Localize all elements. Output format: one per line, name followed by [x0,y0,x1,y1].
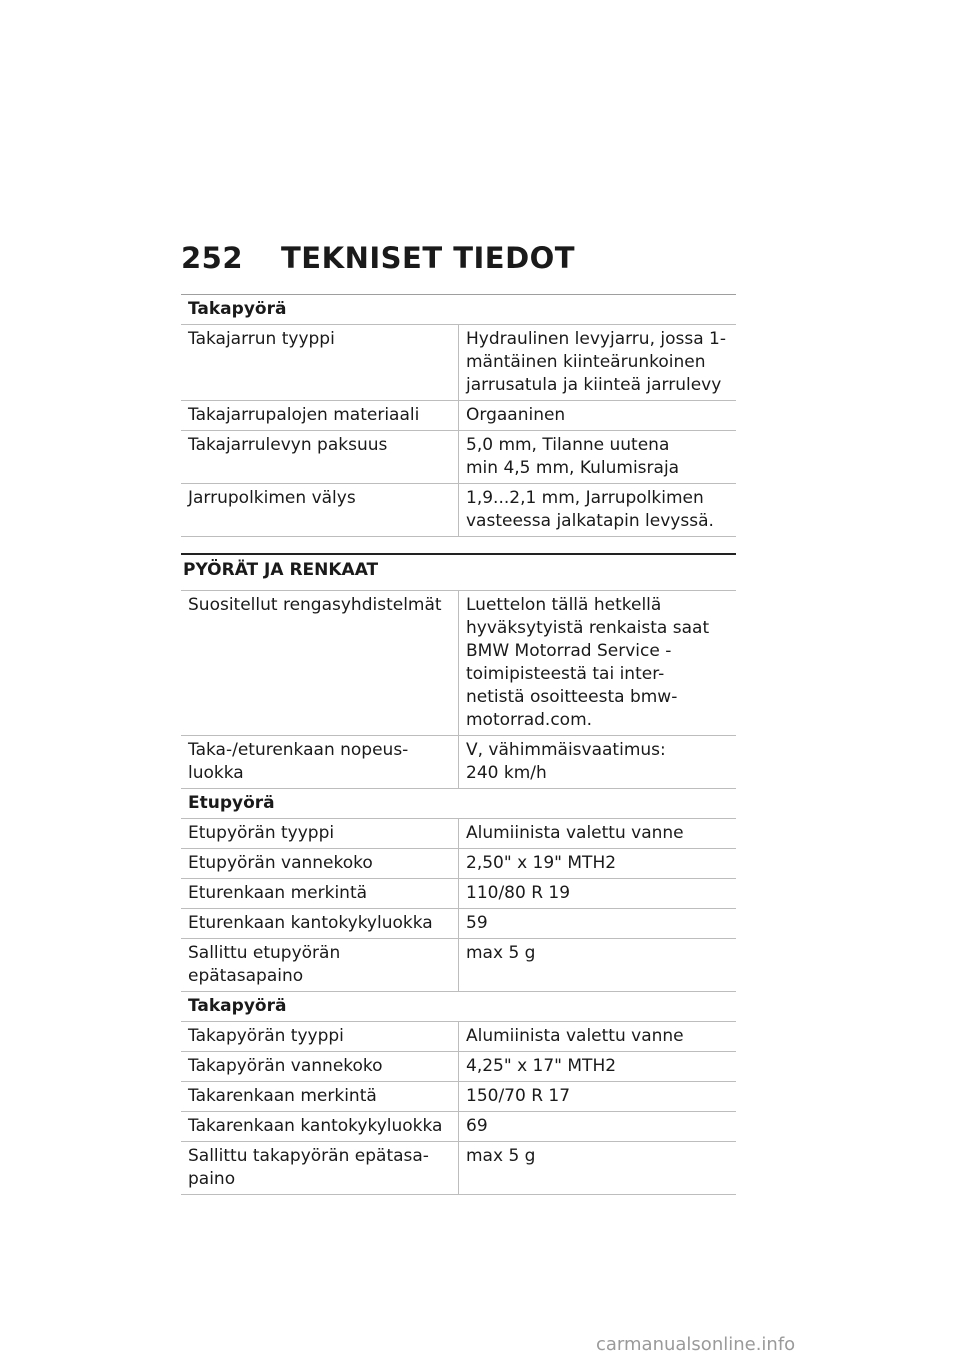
table-row [181,849,736,879]
table-row [181,879,736,909]
spec-name: Takajarrun tyyppi [181,325,459,401]
spec-name: Suositellut rengasyhdistelmät [181,591,459,736]
table-row [181,1082,736,1112]
spec-value: 110/80 R 19 [459,879,737,909]
spec-name: Takajarrupalojen materiaali [181,401,459,431]
table-row [181,736,736,789]
spec-name: Takarenkaan kantokykyluokka [181,1112,459,1142]
group-row [181,295,736,325]
table-row [181,1142,736,1195]
spec-value: 1,9...2,1 mm, Jarrupolkimen vasteessa jalkatapin levyssä. [459,484,737,537]
table-row [181,431,736,484]
table-row [181,484,736,537]
section-title: PYÖRÄT JA RENKAAT [181,553,736,591]
spec-name: Eturenkaan kantokykyluokka [181,909,459,939]
spec-value: Hydraulinen levyjarru, jossa 1- mäntäinen kiinteärunkoinen jarrusatula ja kiinteä jarrulevy [459,325,737,401]
group-row [181,789,736,819]
spec-value: Luettelon tällä hetkellä hyväksytyistä renkaista saat BMW Motorrad Service - toimipisteestä tai inter- netistä osoitteesta bmw- motorrad.com. [459,591,737,736]
wheels-tyres-table [181,591,736,1195]
spec-value: V, vähimmäisvaatimus: 240 km/h [459,736,737,789]
spec-value: 69 [459,1112,737,1142]
spec-name: Taka-/eturenkaan nopeus- luokka [181,736,459,789]
spec-name: Takarenkaan merkintä [181,1082,459,1112]
table-row [181,909,736,939]
spec-value: max 5 g [459,939,737,992]
rear-brake-table [181,294,736,537]
page-title: TEKNISET TIEDOT [281,241,576,275]
table-row [181,939,736,992]
table-row [181,1052,736,1082]
table-row [181,819,736,849]
table-row [181,325,736,401]
spec-value: Orgaaninen [459,401,737,431]
spec-value: 2,50" x 19" MTH2 [459,849,737,879]
table-row [181,1022,736,1052]
spec-value: max 5 g [459,1142,737,1195]
spec-value: 4,25" x 17" MTH2 [459,1052,737,1082]
spec-name: Takajarrulevyn paksuus [181,431,459,484]
spec-value: 150/70 R 17 [459,1082,737,1112]
spec-value: Alumiinista valettu vanne [459,1022,737,1052]
spec-name: Etupyörän vannekoko [181,849,459,879]
table-row [181,401,736,431]
page-number: 252 [181,241,244,275]
spec-name: Takapyörän tyyppi [181,1022,459,1052]
watermark: carmanualsonline.info [596,1334,796,1355]
table-row [181,1112,736,1142]
group-label: Takapyörä [181,295,736,325]
spec-value: Alumiinista valettu vanne [459,819,737,849]
page-header [181,241,575,275]
spec-name: Etupyörän tyyppi [181,819,459,849]
spec-name: Eturenkaan merkintä [181,879,459,909]
spec-name: Sallittu takapyörän epätasa- paino [181,1142,459,1195]
spec-name: Sallittu etupyörän epätasapaino [181,939,459,992]
table-row [181,591,736,736]
group-row [181,992,736,1022]
spec-name: Takapyörän vannekoko [181,1052,459,1082]
spec-value: 59 [459,909,737,939]
spec-name: Jarrupolkimen välys [181,484,459,537]
spec-value: 5,0 mm, Tilanne uutena min 4,5 mm, Kulumisraja [459,431,737,484]
group-label: Takapyörä [181,992,736,1022]
group-label: Etupyörä [181,789,736,819]
content [181,294,736,1195]
